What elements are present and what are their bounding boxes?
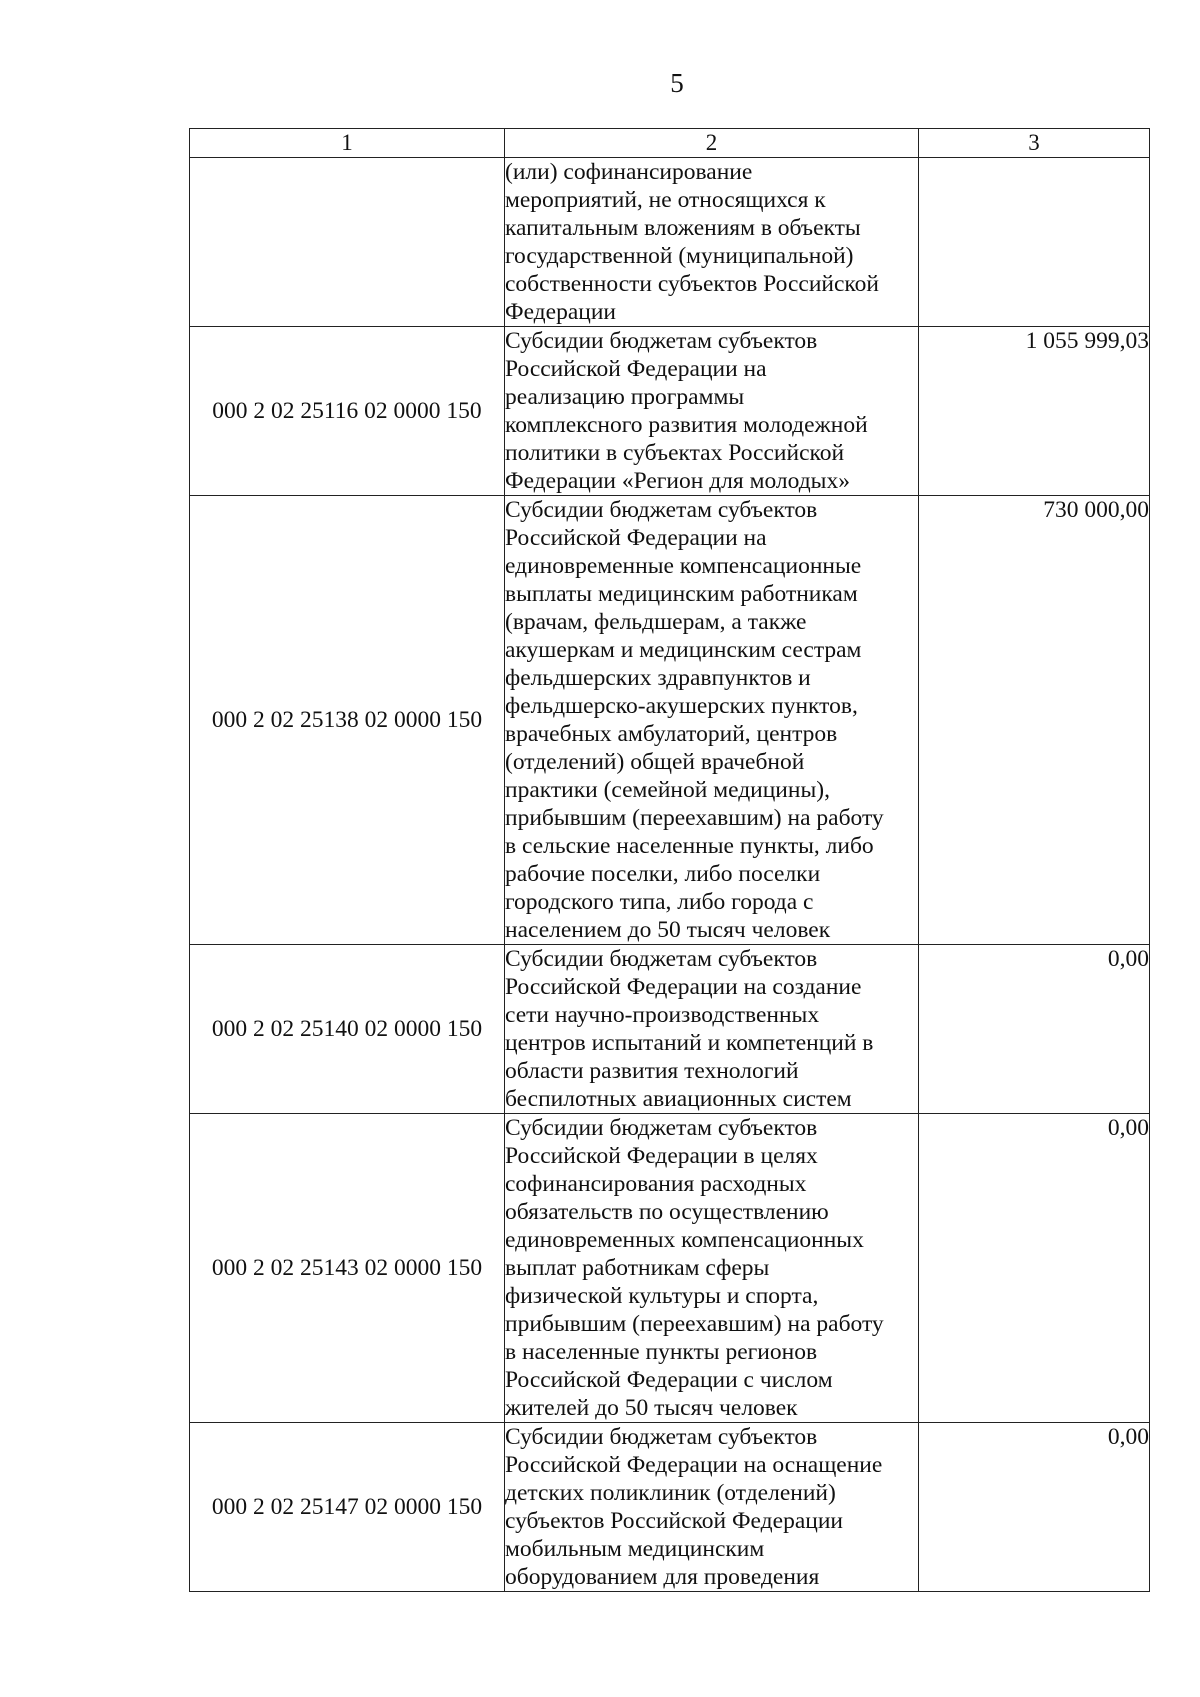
row-code: 000 2 02 25138 02 0000 150: [190, 496, 505, 945]
row-code: 000 2 02 25116 02 0000 150: [190, 327, 505, 496]
row-code: [190, 158, 505, 327]
table-header-row: [190, 129, 1150, 158]
row-name-text: Субсидии бюджетам субъектов Российской Федерации в целях софинансирования расходных обязательств по осуществлению единовременных компенсационных выплат работникам сферы физической культуры и спорта, прибывшим (переехавшим) на работу в населенные пункты регионов Российской Федерации с числом жителей до 50 тысяч человек: [505, 1115, 884, 1421]
row-name-text: Субсидии бюджетам субъектов Российской Федерации на реализацию программы комплексного развития молодежной политики в субъектах Российской Федерации «Регион для молодых»: [505, 328, 868, 494]
row-amount: 0,00: [919, 945, 1150, 1114]
table-row: [190, 1423, 1150, 1592]
row-amount: 1 055 999,03: [919, 327, 1150, 496]
row-code: 000 2 02 25147 02 0000 150: [190, 1423, 505, 1592]
row-amount: 0,00: [919, 1423, 1150, 1592]
table-row: [190, 945, 1150, 1114]
table-row: [190, 158, 1150, 327]
column-header-1: 1: [190, 129, 505, 158]
row-name-text: (или) софинансирование мероприятий, не относящихся к капитальным вложениям в объекты государственной (муниципальной) собственности субъектов Российской Федерации: [505, 159, 879, 325]
column-header-3: 3: [919, 129, 1150, 158]
row-name: [505, 327, 919, 496]
page-number: 5: [670, 68, 684, 98]
row-name-text: Субсидии бюджетам субъектов Российской Федерации на создание сети научно-производственных центров испытаний и компетенций в области развития технологий беспилотных авиационных систем: [505, 946, 874, 1112]
row-amount: 0,00: [919, 1114, 1150, 1423]
row-name: [505, 158, 919, 327]
row-amount: 730 000,00: [919, 496, 1150, 945]
row-amount: [919, 158, 1150, 327]
table-row: [190, 327, 1150, 496]
row-name: [505, 1423, 919, 1592]
row-code: 000 2 02 25143 02 0000 150: [190, 1114, 505, 1423]
row-name-text: Субсидии бюджетам субъектов Российской Федерации на оснащение детских поликлиник (отделений) субъектов Российской Федерации мобильным медицинским оборудованием для проведения: [505, 1424, 883, 1590]
budget-table: [189, 128, 1150, 1592]
row-name-text: Субсидии бюджетам субъектов Российской Федерации на единовременные компенсационные выплаты медицинским работникам (врачам, фельдшерам, а также акушеркам и медицинским сестрам фельдшерских здравпунктов и фельдшерско-акушерских пунктов, врачебных амбулаторий, центров (отделений) общей врачебной практики (семейной медицины), прибывшим (переехавшим) на работу в сельские населенные пункты, либо рабочие поселки, либо поселки городского типа, либо города с населением до 50 тысяч человек: [505, 497, 884, 943]
row-name: [505, 1114, 919, 1423]
table-row: [190, 496, 1150, 945]
row-name: [505, 496, 919, 945]
row-code: 000 2 02 25140 02 0000 150: [190, 945, 505, 1114]
row-name: [505, 945, 919, 1114]
table-row: [190, 1114, 1150, 1423]
column-header-2: 2: [505, 129, 919, 158]
